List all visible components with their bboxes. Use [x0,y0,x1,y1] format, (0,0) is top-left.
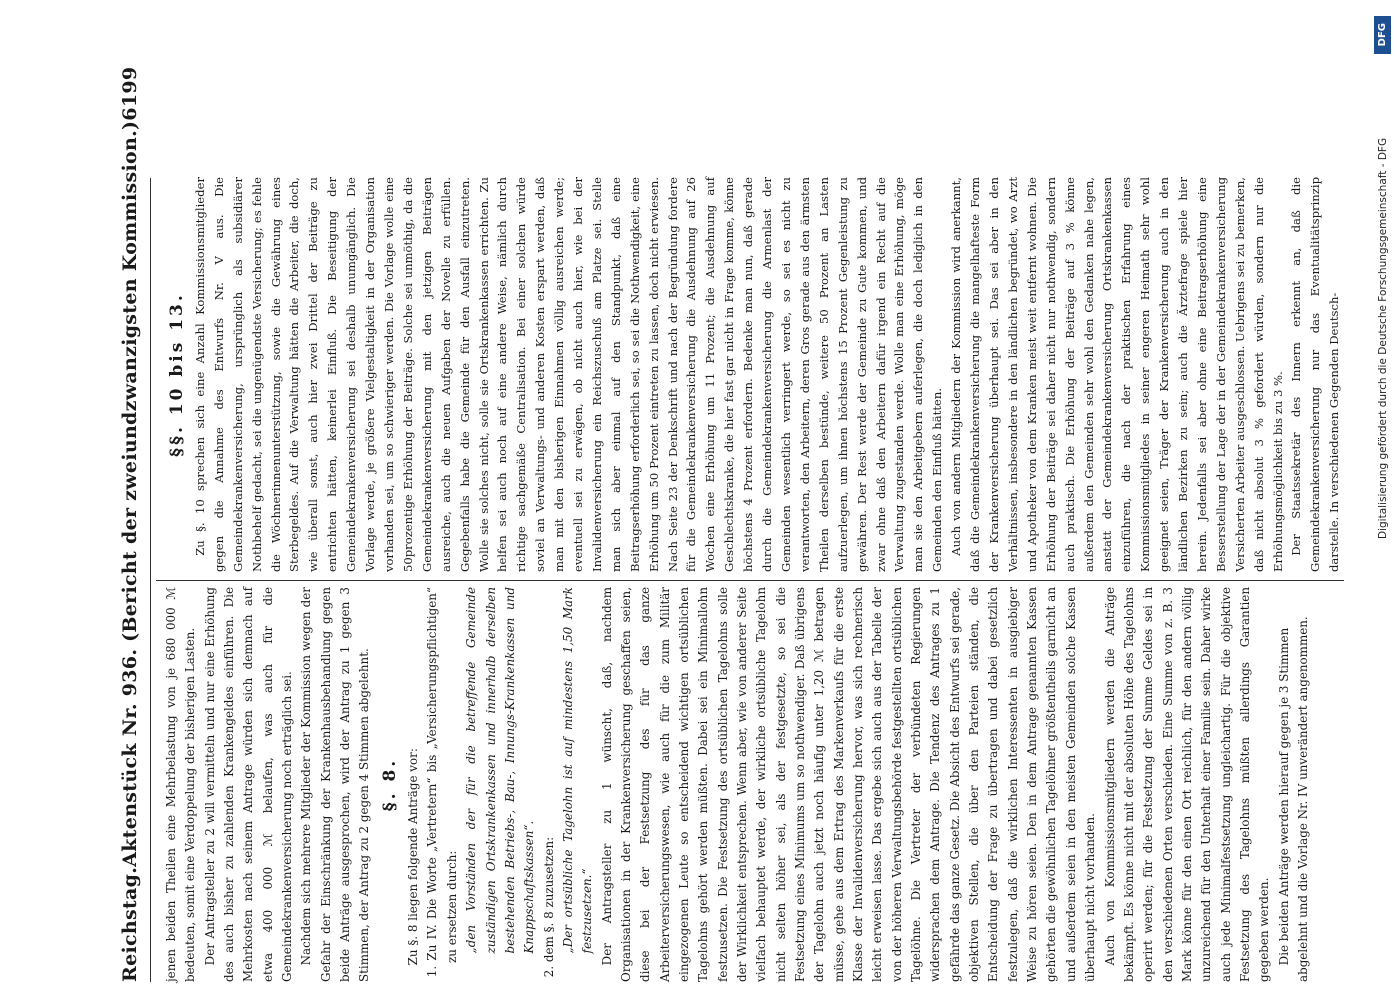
paragraph: Der Antragsteller zu 1 wünscht, daß, nachdem Organisationen in der Krankenversicherung geschaffen seien, diese bei der Festsetzung des für das ganze Arbeiterversicherungswesen, wie auch für die zum Militär eingezogenen Leute so entscheidend wichtigen ortsüblichen Tagelohns gehört werden müßten. Dabei sei ein Minimallohn festzusetzen. Die Festsetzung des ortsüblichen Tagelohns solle der Wirklichkeit entsprechen. Wenn aber, wie von anderer Seite vielfach behauptet werde, der wirkliche ortsübliche Tagelohn nicht selten höher sei, als der festgesetzte, so sei die Festsetzung eines Minimums um so nothwendiger. Daß übrigens der Tagelohn auch jetzt noch häufig unter 1,20 ℳ betragen müsse, gehe aus dem Ertrag des Markenverkaufs für die erste Klasse der Invalidenversicherung hervor, was sich rechnerisch leicht erweisen lasse. Das ergebe sich auch aus der Tabelle der von der höheren Verwaltungsbehörde festgestellten ortsüblichen Tagelöhne. Die Vertreter der verbündeten Regierungen widersprachen dem Antrage. Die Tendenz des Antrages zu 1 gefährde das ganze Gesetz. Die Absicht des Entwurfs sei gerade, objektiven Stellen, die über den Parteien ständen, die Entscheidung der Frage zu übertragen und dabei gesetzlich festzulegen, daß die wirklichen Interessenten in ausgiebiger Weise zu hören seien. Den in dem Antrage genannten Kassen gehörten die gewöhnlichen Tagelöhner größtentheils garnicht an und außerdem seien in den meisten Gemeinden solche Kassen überhaupt nicht vorhanden. [599,587,1098,982]
column-divider [156,580,1344,581]
list-item: 1. Zu IV. Die Worte „Vertretern“ bis „Versicherungspflichtigen“ zu ersetzen durch: [425,587,459,978]
header-title: Aktenstück Nr. 936. (Bericht der zweiundzwanzigsten Kommission.) [119,120,141,867]
quote: „den Vorständen der für die betreffende Gemeinde zuständigen Ortskrankenkassen und innerhalb derselben bestehenden Betriebs-, Bau-, Innungs-Krankenkassen und Knappschaftskassen“. [464,587,537,954]
paragraph: Nachdem sich mehrere Mitglieder der Kommission wegen der Gefahr der Einschränkung der Krankenhausbehandlung gegen beide Anträge ausgesprochen, wird der Antrag zu 1 gegen 3 Stimmen, der Antrag zu 2 gegen 4 Stimmen abgelehnt. [299,587,372,982]
section-heading: §. 8. [379,757,400,812]
paragraph: Die beiden Anträge werden hierauf gegen je 3 Stimmen abgelehnt und die Vorlage Nr. IV unverändert angenommen. [1276,616,1310,982]
dfg-logo [1374,16,1391,54]
section-heading: §§. 10 bis 13. [167,292,187,457]
page-number: 6199 [119,66,141,121]
right-column [162,177,1344,572]
paragraph: jenen beiden Theilen eine Mehrbelastung von je 680 000 ℳ bedeuten, somit eine Verdoppelung der bisherigen Lasten. [164,587,198,982]
paragraph: Der Staatssekretär des Innern erkennt an, daß die Gemeindekrankenversicherung nur das Eventualitätsprinzip darstelle. In verschiedenen Gegenden Deutsch- [1289,177,1342,572]
paragraph: Der Antragsteller zu 2 will vermitteln und nur eine Erhöhung des auch bisher zu zahlenden Krankengeldes einführen. Die Mehrkosten nach seinem Antrage würden sich demnach auf etwa 400 000 ℳ belaufen, was auch für die Gemeindekrankenversicherung noch erträglich sei. [202,587,295,982]
digitization-credit: Digitalisierung gefördert durch die Deutsche Forschungsgemeinschaft - DFG [1377,137,1389,539]
list-item: 2. dem §. 8 zuzusetzen: [541,836,556,978]
left-column [162,587,1313,982]
paragraph: Auch von Kommissionsmitgliedern werden die Anträge bekämpft. Es könne nicht mit der absoluten Höhe des Tagelohns operirt werden; für die Festsetzung der Summe Geldes sei in den verschiedenen Orten verschieden. Eine Summe von z. B. 3 Mark könne für den einen Ort reichlich, für den andern völlig unzureichend für den Unterhalt einer Familie sein. Daher wirke auch jede Minimalfestsetzung ungleichartig. Für die objektive Festsetzung des Tagelohns müßten allerdings Garantien gegeben werden. [1102,587,1272,982]
quote: „Der ortsübliche Tagelohn ist auf mindestens 1,50 Mark festzusetzen.“ [560,587,595,954]
paragraph: Zu §. 10 sprechen sich eine Anzahl Kommissionsmitglieder gegen die Annahme des Entwurfs Nr. V aus. Die Gemeindekrankenversicherung, ursprünglich als subsidiärer Nothbehelf gedacht, sei die ungenügendste Versicherung; es fehle die Wöchnerinnenunterstützung, sowie die Gewährung eines Sterbegeldes. Auf die Verwaltung hätten die Arbeiter, die doch, wie überall sonst, auch hier zwei Drittel der Beiträge zu entrichten hätten, keinerlei Einfluß. Die Beseitigung der Gemeindekrankenversicherung sei deshalb unumgänglich. Die Vorlage werde, je größere Vielgestaltigkeit in der Organisation vorhanden sei, um so schwieriger werden. Die Vorlage wolle eine 50prozentige Erhöhung der Beiträge. Solche sei unmöthig, da die Gemeindekrankenversicherung mit den jetzigen Beiträgen ausreiche, auch die neuen Aufgaben der Novelle zu erfüllen. Gegebenfalls habe die Gemeinde für den Ausfall einzutreten. Wolle sie solches nicht, solle sie Ortskrankenkassen errichten. Zu helfen sei auch noch auf eine andere Weise, nämlich durch richtige sachgemäße Centralisation. Bei einer solchen würde soviel an Verwaltungs- und anderen Kosten erspart werden, daß man mit den bisherigen Einnahmen völlig ausreichen werde; eventuell sei zu erwägen, ob nicht auch hier, wie bei der Invalidenversicherung ein Reichszuschuß am Platze sei. Stelle man sich aber einmal auf den Standpunkt, daß eine Beitragserhöhung erforderlich sei, so sei die Nothwendigkeit, eine Erhöhung um 50 Prozent eintreten zu lassen, doch nicht erwiesen. Nach Seite 23 der Denkschrift und nach der Begründung fordere für die Gemeindekrankenversicherung die Ausdehnung auf 26 Wochen eine Erhöhung um 11 Prozent; die Ausdehnung auf Geschlechtskranke, die hier fast gar nicht in Frage komme, könne höchstens 4 Prozent erfordern. Bedenke man nun, daß gerade durch die Gemeindekrankenversicherung die Armenlast der Gemeinden wesentlich verringert werde, so sei es nicht zu verantworten, den Arbeitern, deren Gros gerade aus den ärmsten Theilen derselben bestünde, weitere 50 Prozent an Lasten aufzuerlegen, um ihnen höchstens 15 Prozent Gegenleistung zu gewähren. Der Rest werde der Gemeinde zu Gute kommen, und zwar ohne daß den Arbeitern dafür irgend ein Recht auf die Verwaltung zugestanden werde. Wolle man eine Erhöhung, möge man sie den Arbeitgebern auferlegen, die doch lediglich in den Gemeinden den Einfluß hätten. [192,177,945,572]
dfg-logo-text: DFG [1377,23,1388,47]
digitization-credit-strip [1373,8,1393,992]
header-left: Reichstag. [119,866,141,982]
paragraph: Auch von andern Mitgliedern der Kommission wird anerkannt, daß die Gemeindekrankenversicherung die mangelhafteste Form der Krankenversicherung überhaupt sei. Das sei aber in den Verhältnissen, insbesondere in den ländlichen begründet, wo Arzt und Apotheker von dem Kranken meist weit entfernt wohnen. Die Erhöhung der Beiträge sei daher nicht nur nothwendig, sondern auch praktisch. Die Erhöhung der Beiträge auf 3 % könne außerdem den Gemeinden sehr wohl den Gedanken nahe legen, anstatt der Gemeindekrankenversicherung Ortskrankenkassen einzuführen, die nach der praktischen Erfahrung eines Kommissionsmitgliedes in seiner engeren Heimath sehr wohl geeignet seien, Träger der Krankenversicherung auch in den ländlichen Bezirken zu sein; auch die Ärztefrage spiele hier herein. Jedenfalls sei aber ohne eine Beitragserhöhung eine Besserstellung der Lage der in der Gemeindekrankenversicherung Versicherten Arbeiter ausgeschlossen. Uebrigens sei zu bemerken, daß nicht absolut 3 % gefordert würden, sondern nur die Erhöhungsmöglichkeit bis zu 3 %. [949,177,1285,572]
page-header [110,66,151,982]
rotated-page [110,66,1352,990]
paragraph: Zu §. 8 liegen folgende Anträge vor: [406,748,421,966]
